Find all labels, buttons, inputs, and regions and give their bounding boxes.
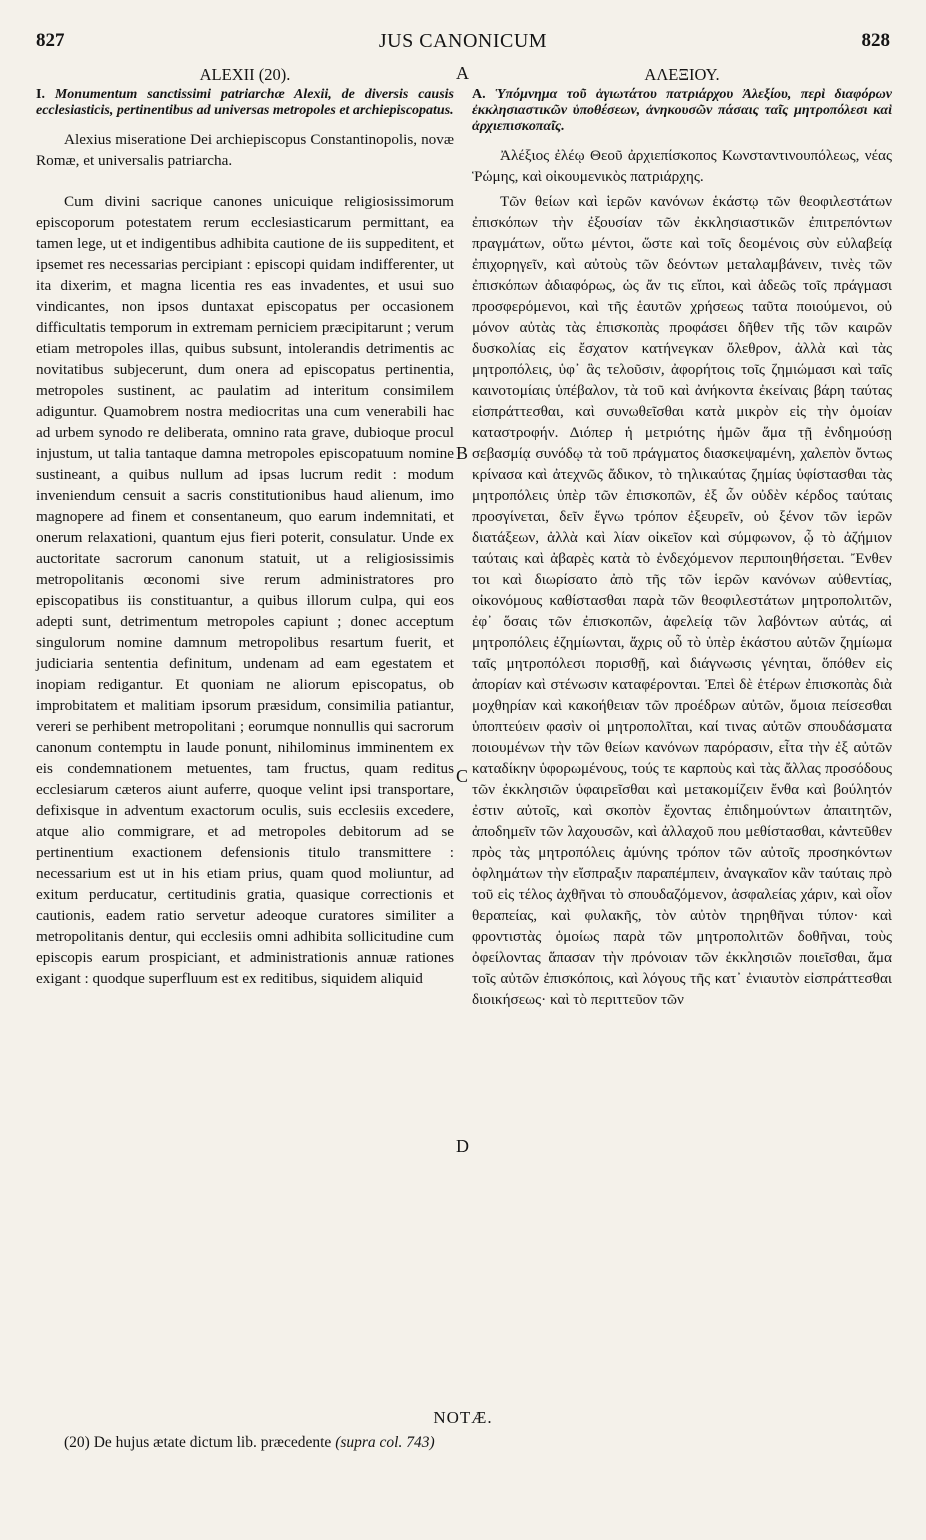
latin-column [36,64,454,989]
page-header [36,30,890,60]
greek-rubric-text: Ὑπόμνημα τοῦ ἁγιωτάτου πατριάρχου Ἀλεξίου, περὶ διαφόρων ἐκκλησιαστικῶν ὑποθέσεων, ἀνηκουσῶν πάσαις ταῖς μητροπόλεσι καὶ ἀρχιεπισκοπαῖς. [472,87,893,134]
latin-intro: Alexius miseratione Dei archiepiscopus Constantinopolis, novæ Romæ, et universalis patriarcha. [36,131,454,169]
latin-body: Cum divini sacrique canones unicuique religiosissimorum episcoporum potestatem rerum ecclesiasticarum permittant, ea tamen lege, ut et indigentibus adhibita cautione de iis suppeditent, et ipsemet res necessarias percipiant : episcopi quidam indifferenter, ut ita dixerim, et magna licentia res eas invadentes, et usui suo vindicantes, non ipsos duntaxat episcopatus per occasionem difficultatis temporum in extremam perniciem præcipitarunt ; verum etiam metropoles illas, quibus subsunt, intolerandis detrimentis ac novitatibus subjecerunt, dum onera ad episcopatus pertinentia, metropoles sustinent, ac paulatim ad interitum consimilem adiguntur. Quamobrem nostra mediocritas una cum venerabili hac ad urbem synodo re deliberata, omnino rata grave, dubioque procul injustum, ut talia tantaque damna metropoles episcopatuum nomine sustineant, a quibus nullum ad ipsas lucrum redit : modum inveniendum censuit a sacris constitutionibus haud alienum, imo magnopere ad finem et consentaneum, quo earum indemnitati, et onerum relaxationi, quantum ejus fieri poterit, consulatur. Unde ex auctoritate sacrorum canonum statuit, ut a religiosissimis metropolitanis œconomi sive rerum administratores pro episcopatibus iis constituantur, a quibus illorum culpa, qui eos adepti sunt, detrimentum metropoles capiunt ; donec acceptum singulorum nomine damnum metropolibus resartum fuerit, et judiciaria sententia definitum, undenam ad eam egestatem et inopiam redigantur. Et quoniam ne aliorum episcopatus, ob improbitatem et malitiam ipsorum præsidum, consimilia patiantur, vereri se perhibent metropolitani ; eorumque nonnullis qui sacrorum canonum contemptu in laude ponunt, nihilominus imminentem ex eis condemnationem metuentes, tam fructus, quam reditus ecclesiarum cæteros aiunt auferre, quoque velint ipsi transportare, defixisque in adventum exactorum oculis, suis ecclesiis excedere, atque alio commigrare, et ad metropoles debitorum ad se pertinentium exactionem defensionis titulo transmittere : necessarium est ut in his etiam prius, quam quod moliuntur, ad exitum perducatur, certitudinis gratia, quasique correctionis et cautionis, eadem ratio servetur adeoque curatores similiter a metropolitanis dentur, qui ecclesiis omni adhibita sollicitudine cum episcopis earum prospiciant, et administrationis annuæ rationes exigant : quodque superfluum est ex reditibus, siquidem aliquid [36,193,454,987]
section-marker-a: A [456,63,469,83]
footnote [64,1434,435,1452]
column-number-right: 828 [861,30,890,51]
footnote-reference: (supra col. 743) [335,1434,435,1451]
notes-heading: NOTÆ. [433,1408,493,1427]
latin-heading: ALEXII (20). [199,65,291,84]
latin-rubric-text: Monumentum sanctissimi patriarchæ Alexii, de diversis causis ecclesiasticis, pertinentibus ad universas metropoles et archiepiscopatus. [36,87,454,118]
latin-rubric-number: I. [36,87,45,102]
section-marker-c: C [456,766,469,786]
footnote-text: (20) De hujus ætate dictum lib. præcedente [64,1434,332,1451]
running-title: JUS CANONICUM [378,30,548,52]
section-marker-d: D [456,1136,469,1156]
greek-body: Τῶν θείων καὶ ἱερῶν κανόνων ἑκάστῳ τῶν θεοφιλεστάτων ἐπισκόπων τὴν ἐξουσίαν τῶν ἐκκλησιαστικῶν ἐπιτρεπόντων πραγμάτων, οὕτω μέντοι, ὥστε καὶ τοῖς δεομένοις σὺν εὐλαβείᾳ ἐπιχορηγεῖν, καὶ αὐτοὺς τῶν δεόντων μεταλαμβάνειν, τινὲς τῶν ἐπισκόπων ἀδιαφόρως, ὡς ἄν τις εἴποι, καὶ ἀδεῶς τοῖς πράγμασι προσφερόμενοι, καὶ τῆς ἑαυτῶν χρήσεως ταῦτα ποιούμενοι, οὐ μόνον αὐτὰς τὰς ἐπισκοπὰς προφάσει δῆθεν τῆς τῶν καιρῶν δυσκολίας εἰς ἔσχατον κατήνεγκαν ὄλεθρον, ἀλλὰ καὶ τὰς μητροπόλεις, ὑφ᾽ ἃς τελοῦσιν, ἀφορήτοις τοῖς ζημιώμασι καὶ ταῖς καινοτομίαις ὑπέβαλον, τὰ τοῦ καὶ ἀνήκοντα ἐκείναις βάρη ταύτας εἰσπράττεσθαι, καὶ συνωθεῖσθαι κατὰ μικρὸν εἰς τὴν ὁμοίαν καταστροφήν. Διόπερ ἡ μετριότης ἡμῶν ἅμα τῇ ἐνδημούσῃ σεβασμίᾳ συνόδῳ τὰ τοῦ πράγματος διασκεψαμένη, χαλεπὸν ὄντως κρίνασα καὶ ἀτεχνῶς ἄδικον, τὸ τηλικαύτας ζημίας ὑφίστασθαι τὰς μητροπόλεις ὑπὲρ τῶν ἐπισκοπῶν, ἐξ ὧν οὐδὲν κέρδος ταύταις προσγίνεται, δεῖν ἔγνω τρόπον ἐξευρεῖν, οὐ ξένον τῶν ἱερῶν διατάξεων, ἀλλὰ καὶ λίαν οἰκεῖον καὶ σύμφωνον, ᾧ τὸ ἀζήμιον ταύταις καὶ ἀβαρὲς κατὰ τὸ ἐνδεχόμενον περιποιηθήσεται. Ἔνθεν τοι καὶ διωρίσατο ἀπὸ τῆς τῶν ἱερῶν κανόνων αὐθεντίας, οἰκονόμους καθίστασθαι παρὰ τῶν θεοφιλεστάτων μητροπολιτῶν, ἐφ᾽ ὅσαις τῶν ἐπισκοπῶν, ἀφελείᾳ τῶν λαβόντων αὐτάς, αἱ μητροπόλεις ἐζημίωνται, ἄχρις οὗ τὸ ὑπὲρ ἑκάστου αὐτῶν ζημίωμα ταῖς μητροπόλεσι πορισθῇ, καὶ διάγνωσις γένηται, ὅπόθεν εἰς ἀπορίαν καὶ στένωσιν καταφέρονται. Ἐπεὶ δὲ ἑτέρων ἐπισκοπὰς διὰ μοχθηρίαν καὶ κακοήθειαν τῶν προέδρων αὐτῶν, ὅμοια πείσεσθαι ὑποπτεύειν φασὶν οἱ μητροπολῖται, καί τινας αὐτῶν σπουδάσματα ποιουμένων τὴν τῶν θείων κανόνων παρόρασιν, εἶτα τὴν ἐξ αὐτῶν καταδίκην ὑφορωμένους, τούς τε καρποὺς καὶ τὰς ἄλλας προσόδους τῶν ἐκκλησιῶν ὑφαιρεῖσθαι καὶ μετακομίζειν ἔνθα καὶ βούλητόν ἐστιν αὐτοῖς, καὶ σκοπὸν ἔχοντας ἐπιδημούντων ἀπαιτητῶν, ἀποδημεῖν τῶν λαχουσῶν, καὶ ἀλλαχοῦ που μεθίστασθαι, κἀντεῦθεν πρὸς τὰς μητροπόλεις ἀμύνης τρόπον τῶν αὐτοῖς προσηκόντων ὀφλημάτων τὴν εἴσπραξιν παραπέμπειν, ἀναγκαῖον κἂν ταύταις πρὸ τοῦ εἰς τέλος ἀχθῆναι τὸ σπουδαζόμενον, ἀσφαλείας χάριν, καὶ οἷον θεραπείας, καὶ φυλακῆς, τὸν αὐτὸν τηρηθῆναι τύπον· καὶ φροντιστὰς ὁμοίως παρὰ τῶν μητροπολιτῶν δοθῆναι, τοὺς ὀφείλοντας ἅπασαν τὴν πρόνοιαν τῶν ἐκκλησιῶν ποιεῖσθαι, ἅμα τοῖς αὐτῶν ἐπισκόποις, καὶ λόγους τῆς κατ᾽ ἐνιαυτὸν εἰσπράττεσθαι διοικήσεως· καὶ τὸ περιττεῦον τῶν [472,193,892,1008]
greek-column [472,64,892,1010]
column-number-left: 827 [36,30,65,51]
greek-heading: ΑΛΕΞΙΟΥ. [644,65,720,84]
greek-intro: Ἀλέξιος ἐλέῳ Θεοῦ ἀρχιεπίσκοπος Κωνσταντινουπόλεως, νέας Ῥώμης, καὶ οἰκουμενικὸς πατριάρχης. [472,147,892,185]
greek-rubric [472,87,892,135]
section-marker-b: B [456,443,469,463]
greek-rubric-number: Α. [472,87,486,102]
latin-rubric [36,87,454,119]
